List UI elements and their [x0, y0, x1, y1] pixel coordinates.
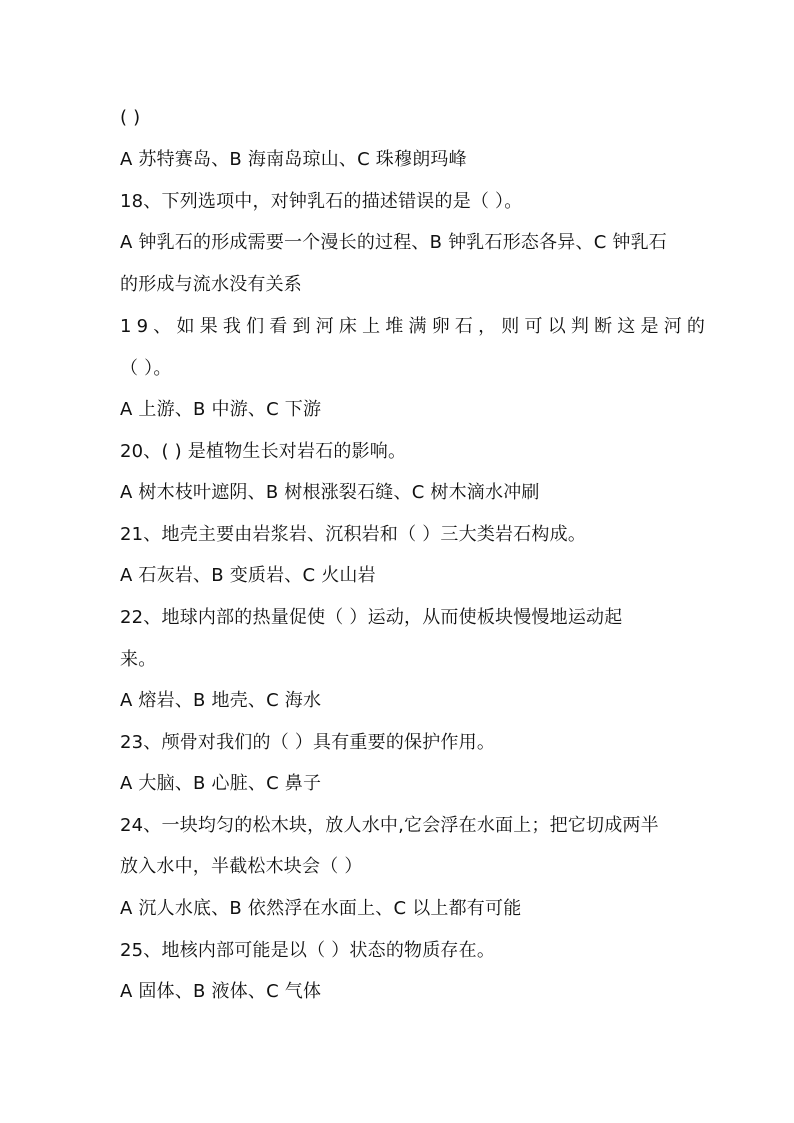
question-22-text-line-2: 来。 — [120, 649, 157, 670]
question-17-blank: ( ) — [120, 107, 141, 128]
question-19-options: A 上游、B 中游、C 下游 — [120, 399, 322, 420]
question-19-text: 19、如果我们看到河床上堆满卵石，则可以判断这是河的 — [120, 316, 711, 337]
question-24-text-line-1: 24、一块均匀的松木块，放人水中,它会浮在水面上；把它切成两半 — [120, 815, 659, 836]
question-24-text-line-2: 放入水中，半截松木块会（ ） — [120, 856, 363, 877]
question-23-text: 23、颅骨对我们的（ ）具有重要的保护作用。 — [120, 732, 496, 753]
question-18-text: 18、下列选项中，对钟乳石的描述错误的是（ ）。 — [120, 191, 523, 212]
question-22-options: A 熔岩、B 地壳、C 海水 — [120, 690, 322, 711]
question-24-options: A 沉人水底、B 依然浮在水面上、C 以上都有可能 — [120, 898, 522, 919]
question-21-options: A 石灰岩、B 变质岩、C 火山岩 — [120, 565, 376, 586]
question-25-options: A 固体、B 液体、C 气体 — [120, 981, 322, 1002]
question-17-options: A 苏特赛岛、B 海南岛琼山、C 珠穆朗玛峰 — [120, 149, 467, 170]
question-21-text: 21、地壳主要由岩浆岩、沉积岩和（ ）三大类岩石构成。 — [120, 524, 587, 545]
question-25-text: 25、地核内部可能是以（ ）状态的物质存在。 — [120, 940, 496, 961]
question-19-blank: （ ）。 — [120, 358, 172, 379]
question-20-text: 20、( ) 是植物生长对岩石的影响。 — [120, 441, 407, 462]
question-18-options-line-1: A 钟乳石的形成需要一个漫长的过程、B 钟乳石形态各异、C 钟乳石 — [120, 232, 667, 253]
question-22-text-line-1: 22、地球内部的热量促使（ ）运动，从而使板块慢慢地运动起 — [120, 607, 623, 628]
question-18-options-line-2: 的形成与流水没有关系 — [120, 274, 302, 295]
question-20-options: A 树木枝叶遮阴、B 树根涨裂石缝、C 树木滴水冲刷 — [120, 482, 540, 503]
question-23-options: A 大脑、B 心脏、C 鼻子 — [120, 773, 322, 794]
